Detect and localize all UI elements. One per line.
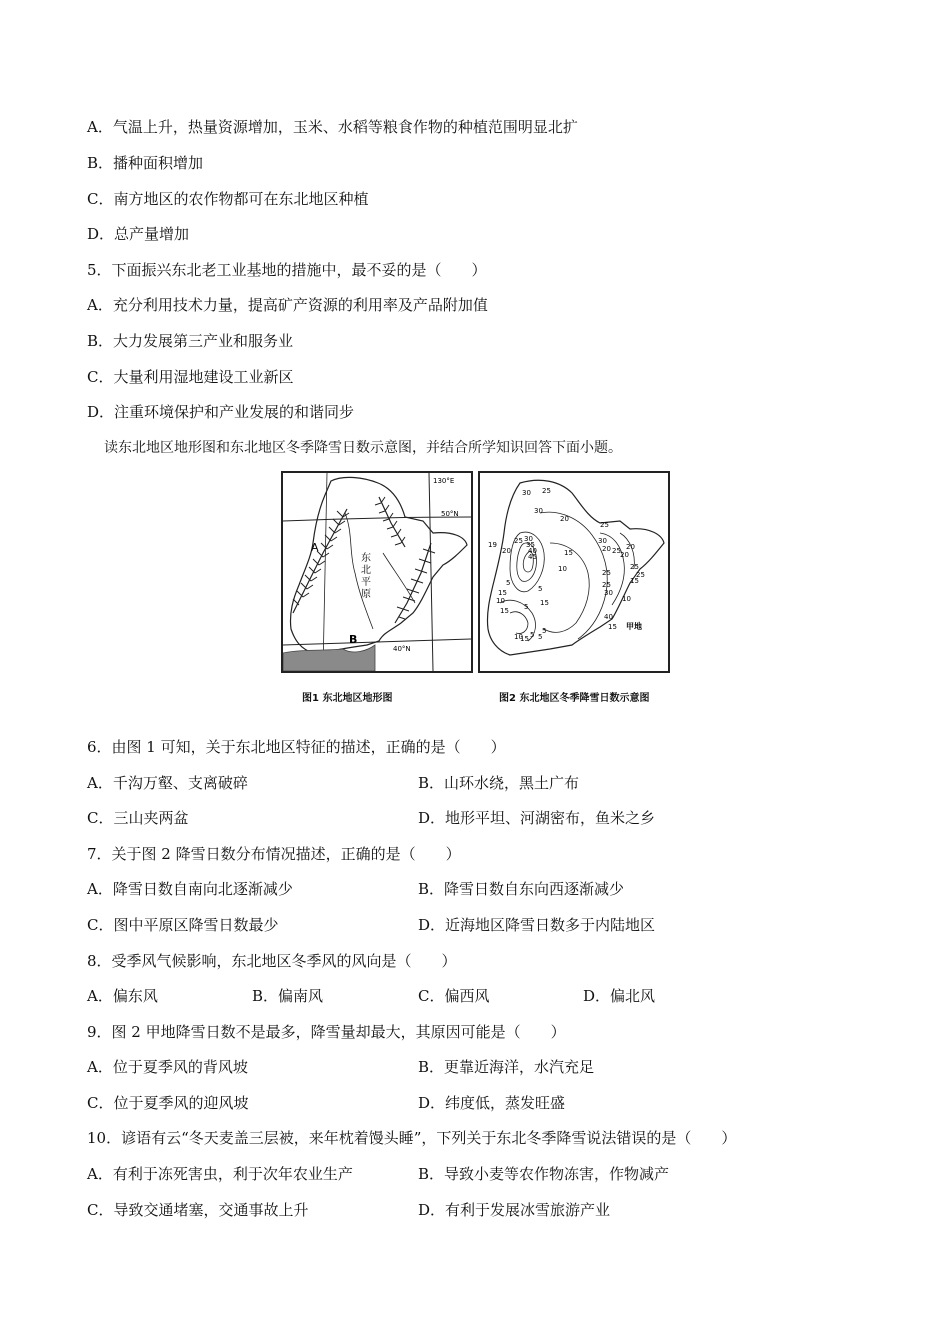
figure1-caption: 图1 东北地区地形图 [302,693,393,704]
q5-option-c: C．大量利用湿地建设工业新区 [87,368,294,386]
fig1-plain-char-1: 东 [361,553,371,564]
q4-option-c: C．南方地区的农作物都可在东北地区种植 [87,190,369,208]
contour-label: 25 [630,563,639,571]
figure1-map-drawing [283,473,471,671]
q5-option-d: D．注重环境保护和产业发展的和谐同步 [87,403,355,421]
contour-label: 40 [528,547,537,555]
contour-label: 30 [524,535,533,543]
fig1-label-b: B [349,633,358,646]
q9-stem: 9．图 2 甲地降雪日数不是最多，降雪量却最大，其原因可能是（ ） [87,1023,566,1041]
q7-option-b: B．降雪日数自东向西逐渐减少 [418,880,625,898]
contour-label: 5 [524,603,529,611]
contour-label: 30 [522,489,531,497]
fig2-place-jiadi: 甲地 [626,622,642,631]
q10-option-a: A．有利于冻死害虫，利于次年农业生产 [87,1165,353,1183]
fig1-lat40-label: 40°N [393,645,411,653]
figure1-terrain-map [281,471,473,673]
fig1-lon-label: 130°E [433,477,455,485]
contour-label: 15 [608,623,617,631]
q9-option-c: C．位于夏季风的迎风坡 [87,1094,249,1112]
contour-label: 15 [520,635,529,643]
contour-label: 45 [528,553,537,561]
contour-label: 5 [542,627,547,635]
contour-label: 25 [602,569,611,577]
fig1-label-a: A [311,541,319,554]
q7-stem: 7．关于图 2 降雪日数分布情况描述，正确的是（ ） [87,845,461,863]
q7-option-a: A．降雪日数自南向北逐渐减少 [87,880,293,898]
figure2-caption: 图2 东北地区冬季降雪日数示意图 [499,693,650,704]
q8-option-d: D．偏北风 [583,987,656,1005]
fig1-plain-char-2: 北 [361,565,371,576]
contour-label: 15 [500,607,509,615]
contour-label: 5 [538,585,543,593]
contour-label: 15 [540,599,549,607]
contour-label: 15 [564,549,573,557]
contour-label: 25 [542,487,551,495]
fig1-plain-char-3: 平 [361,577,371,588]
q5-option-a: A．充分利用技术力量，提高矿产资源的利用率及产品附加值 [87,296,488,314]
contour-label: 25 [600,521,609,529]
contour-label: 10 [622,595,631,603]
contour-label: 19 [488,541,497,549]
q9-option-b: B．更靠近海洋，水汽充足 [418,1058,595,1076]
contour-label: 5 [506,579,511,587]
q8-stem: 8．受季风气候影响，东北地区冬季风的风向是（ ） [87,952,457,970]
contour-label: 15 [630,577,639,585]
contour-label: 10 [514,633,523,641]
contour-label: 10 [496,597,505,605]
figure2-map-drawing [480,473,668,671]
material-intro: 读东北地区地形图和东北地区冬季降雪日数示意图，并结合所学知识回答下面小题。 [104,440,622,456]
q8-option-b: B．偏南风 [252,987,324,1005]
q6-option-b: B．山环水绕，黑土广布 [418,774,580,792]
q10-option-d: D．有利于发展冰雪旅游产业 [418,1201,611,1219]
contour-label-group [488,487,645,643]
contour-label: 10 [558,565,567,573]
q4-option-b: B．播种面积增加 [87,154,204,172]
q5-stem: 5．下面振兴东北老工业基地的措施中，最不妥的是（ ） [87,261,487,279]
contour-label: 20 [602,545,611,553]
contour-label: 30 [598,537,607,545]
contour-label: 30 [534,507,543,515]
contour-label: 40 [604,613,613,621]
q7-option-c: C．图中平原区降雪日数最少 [87,916,279,934]
q6-option-a: A．千沟万壑、支离破碎 [87,774,248,792]
q10-option-c: C．导致交通堵塞，交通事故上升 [87,1201,309,1219]
q6-option-d: D．地形平坦、河湖密布，鱼米之乡 [418,809,656,827]
q9-option-d: D．纬度低，蒸发旺盛 [418,1094,566,1112]
figure2-snowfall-map [478,471,670,673]
contour-label: 25 [612,547,621,555]
contour-label: 25 [602,581,611,589]
q10-option-b: B．导致小麦等农作物冻害，作物减产 [418,1165,670,1183]
q9-option-a: A．位于夏季风的背风坡 [87,1058,248,1076]
q6-option-c: C．三山夹两盆 [87,809,189,827]
contour-label: 5 [530,631,535,639]
contour-label: 25 [636,571,645,579]
fig1-lat50-label: 50°N [441,510,459,518]
fig1-plain-char-4: 原 [361,589,371,600]
contour-label: 20 [620,551,629,559]
contour-label: 20 [626,543,635,551]
contour-label: 5 [538,633,543,641]
q6-stem: 6．由图 1 可知，关于东北地区特征的描述，正确的是（ ） [87,738,506,756]
contour-label: 35 [526,541,535,549]
q5-option-b: B．大力发展第三产业和服务业 [87,332,294,350]
q8-option-a: A．偏东风 [87,987,158,1005]
q10-stem: 10．谚语有云“冬天麦盖三层被，来年枕着馒头睡”，下列关于东北冬季降雪说法错误的是（ ） [87,1129,737,1147]
q4-option-a: A．气温上升，热量资源增加，玉米、水稻等粮食作物的种植范围明显北扩 [87,118,578,136]
q8-option-c: C．偏西风 [418,987,490,1005]
q4-option-d: D．总产量增加 [87,225,190,243]
contour-label: 15 [498,589,507,597]
q7-option-d: D．近海地区降雪日数多于内陆地区 [418,916,656,934]
contour-label: 30 [604,589,613,597]
contour-label: 20 [560,515,569,523]
contour-label: 20 [502,547,511,555]
contour-label: 25 [514,537,523,545]
